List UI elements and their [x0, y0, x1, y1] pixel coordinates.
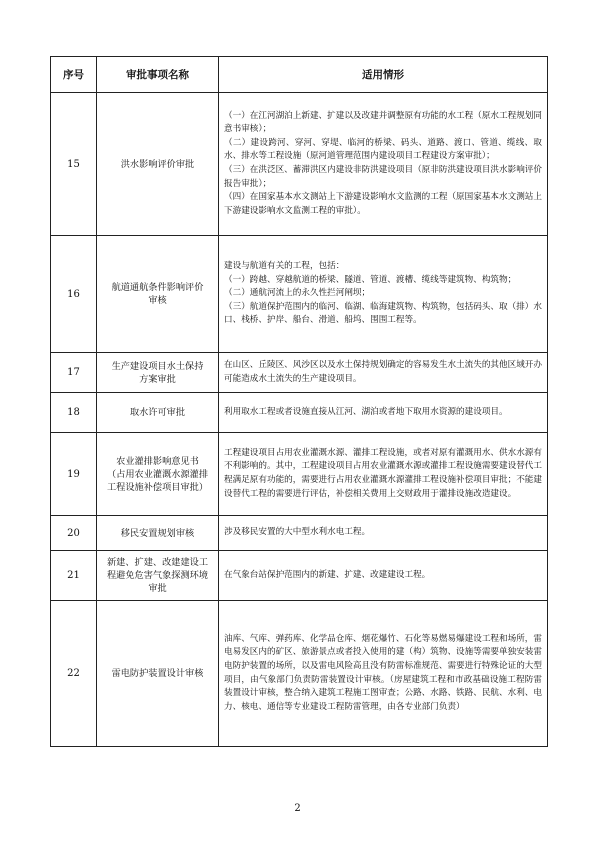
- header-item-name: 审批事项名称: [97, 57, 219, 93]
- item-name: [97, 516, 219, 551]
- scope-text: [219, 433, 548, 516]
- table-row: [51, 601, 548, 747]
- item-name-line: 方案审批: [139, 373, 176, 385]
- table-row: [51, 93, 548, 236]
- scope-line: 建设与航道有关的工程，包括：: [224, 261, 345, 272]
- item-name-line: 移民安置规划审核: [120, 527, 195, 539]
- item-name-line: 工程设施补偿项目审批）: [106, 481, 209, 493]
- row-number: 15: [51, 93, 97, 236]
- scope-text: [219, 551, 548, 601]
- scope-text: [219, 516, 548, 551]
- table-row: [51, 393, 548, 433]
- scope-line: （二）建设跨河、穿河、穿堤、临河的桥梁、码头、道路、渡口、管道、缆线、取水、排水等工程设施（原河道管理范围内建设项目工程建设方案审批）；: [224, 137, 542, 162]
- page-number: 2: [294, 803, 301, 814]
- table-row: [51, 236, 548, 353]
- table-row: [51, 353, 548, 393]
- item-name: [97, 601, 219, 747]
- scope-line: （一）在江河湖泊上新建、扩建以及改建并调整原有功能的水工程（原水工程规划同意书审核）；: [224, 110, 542, 135]
- scope-line: 在气象台站保护范围内的新建、扩建、改建建设工程。: [224, 569, 431, 580]
- table-row: [51, 516, 548, 551]
- header-scope: 适用情形: [219, 57, 548, 93]
- table-row: [51, 433, 548, 516]
- table-row: [51, 551, 548, 601]
- scope-line: 在山区、丘陵区、风沙区以及水土保持规划确定的容易发生水土流失的其他区域开办可能造成水土流失的生产建设项目。: [224, 359, 542, 384]
- item-name-line: 审批: [148, 583, 167, 594]
- row-number: 17: [51, 353, 97, 393]
- scope-line: （三）航道保护范围内的临河、临湖、临海建筑物、构筑物，包括码头、取（排）水口、栈桥、护岸、船台、滑道、船坞、围围工程等。: [224, 301, 542, 326]
- row-number: 16: [51, 236, 97, 353]
- scope-line: 工程建设项目占用农业灌溉水源、灌排工程设施，或者对原有灌溉用水、供水水源有不利影响的。其中，工程建设项目占用农业灌溉水源或灌排工程设施需要建设替代工程满足原有功能的，需要进行占用农业灌溉水源灌排工程设施补偿项目审批；不能建设替代工程的需要进行评估，补偿相关费用上交财政用于灌排设施改造建设。: [224, 447, 542, 499]
- row-number: 20: [51, 516, 97, 551]
- header-index: 序号: [51, 57, 97, 93]
- scope-line: （一）跨越、穿越航道的桥梁、隧道、管道、渡槽、缆线等建筑物、构筑物；: [224, 274, 517, 285]
- scope-text: [219, 601, 548, 747]
- item-name-line: （占用农业灌溉水源灌排: [106, 468, 209, 480]
- item-name-line: 航道通航条件影响评价: [111, 282, 204, 293]
- item-name: [97, 393, 219, 433]
- scope-line: （二）通航河流上的永久性拦河闸坝；: [224, 288, 371, 299]
- item-name: [97, 433, 219, 516]
- scope-line: （四）在国家基本水文测站上下游建设影响水文监测的工程（原国家基本水文测站上下游建设影响水文监测工程的审批）。: [224, 192, 542, 216]
- item-name-line: 新建、扩建、改建建设工: [106, 557, 209, 568]
- item-name: [97, 551, 219, 601]
- scope-text: [219, 236, 548, 353]
- scope-line: 油库、气库、弹药库、化学品仓库、烟花爆竹、石化等易燃易爆建设工程和场所，雷电易发区内的矿区、旅游景点或者投入使用的建（构）筑物、设施等需要单独安装雷电防护装置的场所，以及雷电风险高且没有防雷标准规范、需要进行特殊论证的大型项目，由气象部门负责防雷装置设计审核。（房屋建筑工程和市政基础设施工程防雷装置设计审核，整合纳入建筑工程施工图审查；公路、水路、铁路、民航、水利、电力、核电、通信等专业建设工程防雷管理，由各专业部门负责）: [224, 633, 542, 712]
- row-number: 18: [51, 393, 97, 433]
- scope-line: 利用取水工程或者设施直接从江河、湖泊或者地下取用水资源的建设项目。: [224, 406, 508, 417]
- item-name-line: 取水许可审批: [129, 407, 186, 418]
- row-number: 19: [51, 433, 97, 516]
- scope-text: [219, 93, 548, 236]
- table-header-row: [51, 57, 548, 93]
- item-name: [97, 353, 219, 393]
- item-name-line: 雷电防护装置设计审核: [111, 668, 204, 679]
- item-name: [97, 93, 219, 236]
- row-number: 22: [51, 601, 97, 747]
- item-name-line: 洪水影响评价审批: [120, 158, 195, 170]
- scope-text: [219, 353, 548, 393]
- item-name-line: 程避免危害气象探测环境: [106, 570, 209, 581]
- item-name-line: 审核: [148, 295, 167, 306]
- row-number: 21: [51, 551, 97, 601]
- item-name: [97, 236, 219, 353]
- scope-line: （三）在洪泛区、蓄滞洪区内建设非防洪建设项目（原非防洪建设项目洪水影响评价报告审批）；: [224, 165, 542, 189]
- item-name-line: 农业灌排影响意见书: [116, 455, 199, 467]
- approval-items-table: [50, 56, 548, 747]
- scope-text: [219, 393, 548, 433]
- item-name-line: 生产建设项目水土保持: [111, 360, 204, 372]
- scope-line: 涉及移民安置的大中型水利水电工程。: [224, 527, 371, 538]
